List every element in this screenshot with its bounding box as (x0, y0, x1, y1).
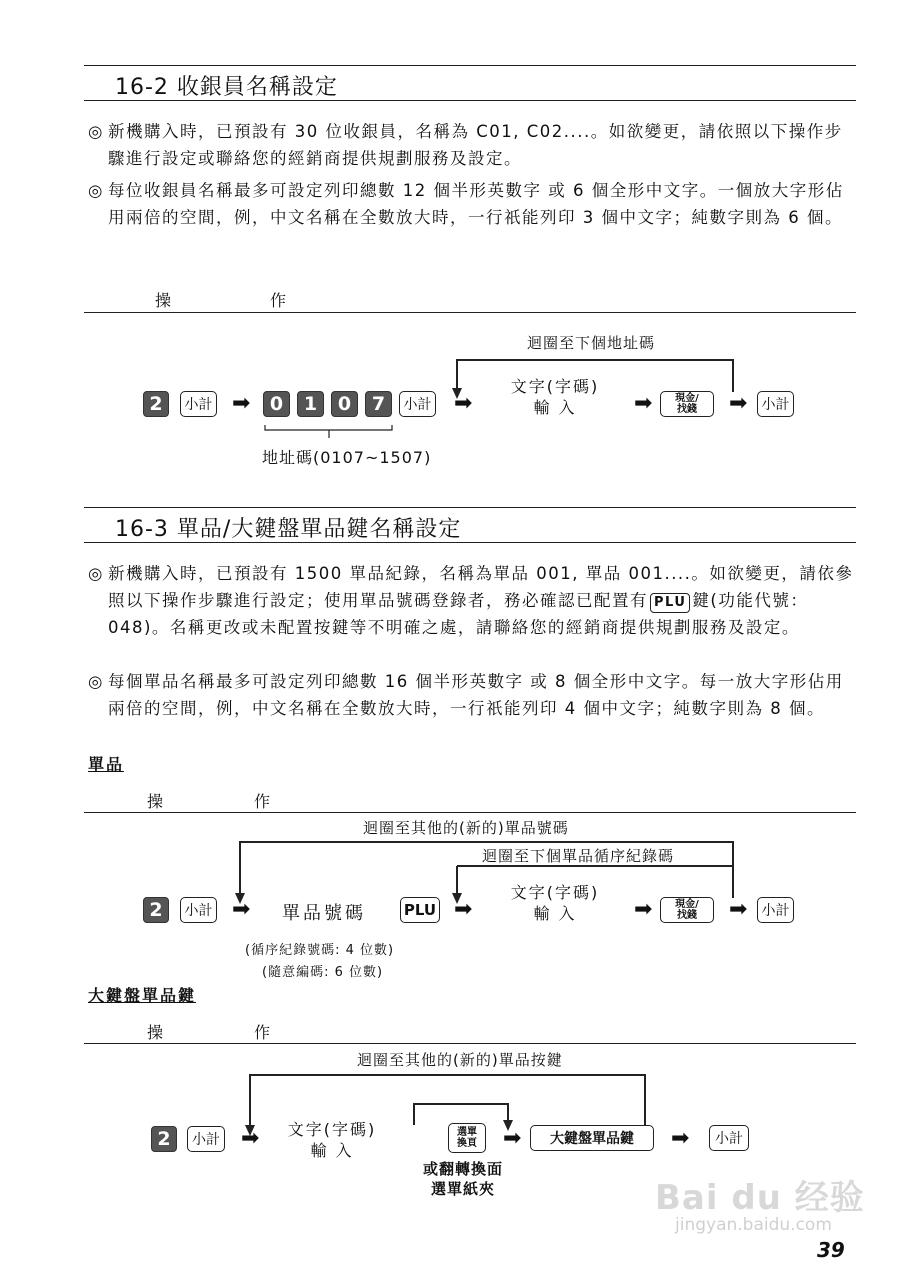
char-input-label: 文字(字碼) 輸 入 (510, 883, 600, 923)
arrow-icon: ➡ (729, 897, 748, 922)
operation-rule (84, 1043, 856, 1044)
loop-label-outer: 迴圈至其他的(新的)單品號碼 (363, 819, 569, 837)
section-title-16-3: 16-3 單品/大鍵盤單品鍵名稱設定 (115, 517, 462, 542)
loop-label-address: 迴圈至下個地址碼 (527, 334, 656, 352)
address-code-label: 地址碼(0107~1507) (262, 448, 432, 467)
arrow-icon: ➡ (454, 391, 473, 416)
key-2[interactable]: 2 (151, 1126, 177, 1152)
page-number: 39 (817, 1238, 845, 1262)
watermark-url: jingyan.baidu.com (675, 1215, 832, 1235)
char-input-label: 文字(字碼) 輸 入 (287, 1120, 377, 1160)
bullet-icon: ◎ (88, 564, 104, 583)
arrow-icon: ➡ (454, 897, 473, 922)
bullet-icon: ◎ (88, 672, 104, 691)
key-digit-0[interactable]: 0 (263, 391, 290, 417)
paragraph-cashier-limit: ◎ 每位收銀員名稱最多可設定列印總數 12 個半形英數字 或 6 個全形中文字。一個放大字形佔用兩倍的空間，例，中文名稱在全數放大時，一行祇能列印 3 個中文字；純數字則為 6 個。 (88, 177, 858, 231)
arrow-icon: ➡ (634, 897, 653, 922)
section-rule (84, 507, 856, 508)
key-subtotal[interactable]: 小計 (180, 391, 217, 417)
operation-label-right: 作 (270, 291, 288, 310)
arrow-icon: ➡ (671, 1126, 690, 1151)
key-subtotal[interactable]: 小計 (757, 391, 794, 417)
title-underline (84, 542, 856, 543)
arrow-icon: ➡ (503, 1126, 522, 1151)
arrow-icon: ➡ (729, 391, 748, 416)
operation-label-right: 作 (254, 1023, 272, 1042)
arrow-icon: ➡ (241, 1126, 260, 1151)
key-subtotal[interactable]: 小計 (709, 1125, 749, 1151)
operation-rule (84, 812, 856, 813)
char-input-label: 文字(字碼) 輸 入 (510, 377, 600, 417)
loop-label-key: 迴圈至其他的(新的)單品按鍵 (357, 1051, 563, 1069)
key-cash[interactable]: 現金/ 找錢 (660, 897, 714, 923)
key-subtotal[interactable]: 小計 (399, 391, 436, 417)
plu-key-inline: PLU (650, 593, 690, 613)
arrow-icon: ➡ (634, 391, 653, 416)
key-digit-7[interactable]: 7 (365, 391, 392, 417)
operation-label-right: 作 (254, 792, 272, 811)
section-title-16-2: 16-2 收銀員名稱設定 (115, 75, 338, 100)
key-plu[interactable]: PLU (400, 897, 440, 923)
key-2[interactable]: 2 (143, 391, 169, 417)
key-menu-page[interactable]: 選單 換頁 (448, 1123, 486, 1153)
flip-label-1: 或翻轉換面 (423, 1160, 504, 1178)
flip-label-2: 選單紙夾 (431, 1180, 496, 1198)
paragraph-plu-limit: ◎ 每個單品名稱最多可設定列印總數 16 個半形英數字 或 8 個全形中文字。每一放大字形佔用兩倍的空間，例，中文名稱在全數放大時，一行祇能列印 4 個中文字；純數字則為 8 個。 (88, 668, 858, 722)
paragraph-plu-default: ◎ 新機購入時，已預設有 1500 單品紀錄，名稱為單品 001, 單品 001....。如欲變更，請依參照以下操作步驟進行設定；使用單品號碼登錄者，務必確認已配置有 PLU 鍵(功能代號：048)。名稱更改或未配置按鍵等不明確之處，請聯絡您的經銷商提供規劃服務及設定。 (88, 560, 858, 641)
paragraph-cashier-default: ◎ 新機購入時，已預設有 30 位收銀員，名稱為 C01, C02....。如欲變更，請依照以下操作步驟進行設定或聯絡您的經銷商提供規劃服務及設定。 (88, 118, 858, 172)
key-cash[interactable]: 現金/ 找錢 (660, 391, 714, 417)
arrow-icon: ➡ (232, 391, 251, 416)
note-random: (隨意編碼: 6 位數) (262, 965, 384, 980)
arrow-icon: ➡ (232, 897, 251, 922)
bullet-icon: ◎ (88, 181, 104, 200)
key-big-keyboard-item[interactable]: 大鍵盤單品鍵 (530, 1125, 654, 1151)
bullet-icon: ◎ (88, 122, 104, 141)
key-digit-1[interactable]: 1 (297, 391, 324, 417)
subheading-single-item: 單品 (88, 755, 125, 774)
subheading-big-keyboard: 大鍵盤單品鍵 (88, 986, 197, 1005)
watermark-logo: Bai du 经验 (655, 1178, 865, 1218)
loop-label-inner: 迴圈至下個單品循序紀錄碼 (482, 847, 675, 865)
plu-number-label: 單品號碼 (282, 903, 366, 924)
key-subtotal[interactable]: 小計 (187, 1126, 225, 1152)
operation-label-left: 操 (147, 792, 165, 811)
key-digit-0b[interactable]: 0 (331, 391, 358, 417)
operation-label-left: 操 (147, 1023, 165, 1042)
key-subtotal[interactable]: 小計 (180, 897, 217, 923)
key-2[interactable]: 2 (143, 897, 169, 923)
key-subtotal[interactable]: 小計 (757, 897, 794, 923)
note-sequential: (循序紀錄號碼: 4 位數) (245, 943, 395, 958)
operation-label-left: 操 (155, 291, 173, 310)
